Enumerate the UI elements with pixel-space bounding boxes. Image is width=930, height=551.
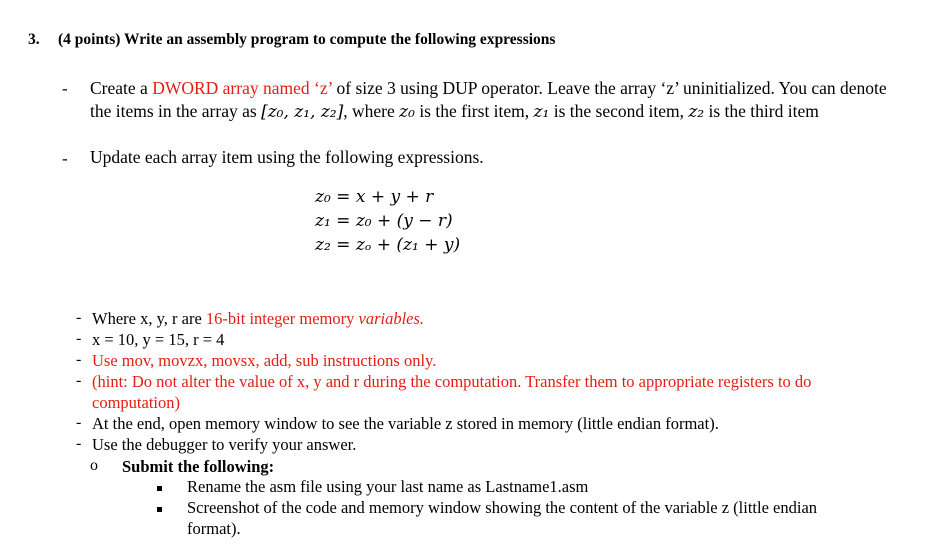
array-notation: [z₀, z₁, z₂]: [261, 102, 344, 122]
question-heading: [28, 31, 555, 49]
square-bullet: [157, 507, 162, 512]
submit-item-screenshot: Screenshot of the code and memory window showing the content of the variable z (little endian: [187, 498, 818, 517]
equation-z2: z₂ = zₒ + (z₁ + y): [315, 235, 461, 255]
question-title: (4 points) Write an assembly program to compute the following expressions: [58, 31, 556, 48]
bullet-dash: -: [62, 79, 68, 98]
note-hint-line2: computation): [92, 393, 180, 412]
note-memory-window: At the end, open memory window to see the variable z stored in memory (little endian format).: [92, 414, 719, 433]
bullet-dash: -: [76, 372, 82, 389]
dword-array-highlight: DWORD array named ‘z’: [152, 78, 333, 98]
bullet-dash: -: [76, 414, 82, 431]
instruction-create-array: Create a DWORD array named ‘z’ of size 3 using DUP operator. Leave the array ‘z’ uninitialized. You can denote the items in the array as [z₀, z₁, z₂], where z₀ is the first item, z₁ is the second item, z₂ is the third item: [90, 78, 887, 122]
note-instructions: Use mov, movzx, movsx, add, sub instructions only.: [92, 351, 437, 370]
submit-item-rename: Rename the asm file using your last name as Lastname1.asm: [187, 477, 589, 496]
bullet-dash: -: [76, 309, 82, 326]
question-number: 3.: [28, 31, 40, 48]
instruction-update-items: Update each array item using the following expressions.: [90, 147, 484, 167]
note-hint-line1: (hint: Do not alter the value of x, y and r during the computation. Transfer them to appropriate registers to do: [92, 372, 812, 391]
note-debugger: Use the debugger to verify your answer.: [92, 435, 357, 454]
bullet-dash: -: [76, 330, 82, 347]
note-values: x = 10, y = 15, r = 4: [92, 330, 225, 349]
bullet-dash: -: [76, 351, 82, 368]
submit-marker: o: [90, 457, 98, 474]
square-bullet: [157, 486, 162, 491]
equation-z1: z₁ = z₀ + (y − r): [315, 211, 453, 231]
equation-z0: z₀ = x + y + r: [315, 187, 434, 207]
submit-label: Submit the following:: [122, 457, 275, 476]
bullet-dash: -: [76, 435, 82, 452]
submit-item-screenshot-cont: format).: [187, 519, 241, 538]
note-variables: Where x, y, r are 16-bit integer memory variables.: [92, 309, 425, 328]
bullet-dash: -: [62, 149, 68, 168]
